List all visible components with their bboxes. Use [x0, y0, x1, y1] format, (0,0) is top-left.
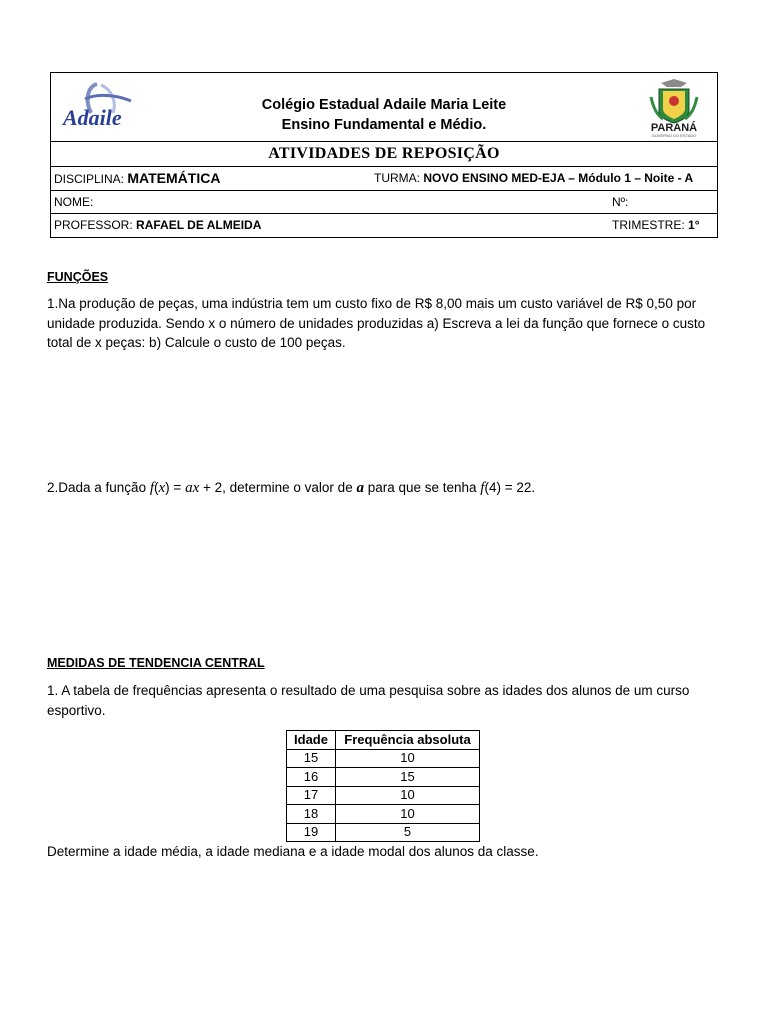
- parana-logo-text: PARANÁ: [650, 122, 698, 134]
- activity-title: ATIVIDADES DE REPOSIÇÃO: [268, 145, 500, 162]
- teacher-value: RAFAEL DE ALMEIDA: [136, 218, 262, 232]
- discipline-label: DISCIPLINA:: [54, 172, 125, 186]
- stats-question-1: 1. A tabela de frequências apresenta o resultado de uma pesquisa sobre as idades dos alunos de um curso esportivo.: [47, 683, 690, 718]
- table-row: [287, 749, 480, 768]
- table-cell-age: 15: [287, 749, 336, 768]
- q2-f1: f: [149, 480, 154, 496]
- table-cell-frequency: 15: [336, 768, 480, 787]
- table-cell-frequency: 10: [336, 805, 480, 824]
- frequency-table: [286, 730, 480, 842]
- table-cell-age: 18: [287, 805, 336, 824]
- header-table: [50, 72, 718, 238]
- stats-section-title: [47, 653, 727, 674]
- discipline-value: MATEMÁTICA: [127, 170, 221, 186]
- q2-plus: + 2, determine o valor de: [199, 480, 357, 495]
- q2-x-open: (: [154, 480, 159, 495]
- table-cell-frequency: 10: [336, 749, 480, 768]
- stats-title: MEDIDAS DE TENDENCIA CENTRAL: [47, 656, 265, 670]
- table-cell-frequency: 5: [336, 823, 480, 842]
- q2-f2: f: [480, 480, 485, 496]
- table-cell-frequency: 10: [336, 786, 480, 805]
- header-school-row: [51, 73, 717, 142]
- q2-x-close: ): [165, 480, 170, 495]
- teacher-cell: [54, 218, 261, 232]
- q2-end: (4) = 22.: [484, 480, 536, 495]
- functions-question-1: 1.Na produção de peças, uma indústria tem um custo fixo de R$ 8,00 mais um custo variável de R$ 0,50 por unidade produzida. Sendo x o número de unidades produzidas a) Escreva a lei da função que fornece o custo total de x peças: b) Calcule o custo de 100 peças.: [47, 296, 706, 350]
- table-row: [287, 805, 480, 824]
- q2-a: a: [356, 480, 364, 496]
- q2-ax: ax: [185, 480, 200, 496]
- q2-eq: =: [169, 480, 186, 495]
- q2-x: x: [158, 480, 166, 496]
- school-level: Ensino Fundamental e Médio.: [281, 117, 487, 133]
- discipline-row: [51, 167, 717, 191]
- table-cell-age: 19: [287, 823, 336, 842]
- school-name: Colégio Estadual Adaile Maria Leite: [261, 97, 507, 113]
- table-header-row: [287, 731, 480, 750]
- table-header-frequency: Frequência absoluta: [336, 731, 480, 750]
- table-row: [287, 768, 480, 787]
- parana-coat-of-arms-logo: [639, 77, 709, 139]
- functions-question-2: [47, 478, 727, 499]
- adaile-logo-text: Adaile: [63, 105, 122, 130]
- discipline-cell: [54, 170, 220, 186]
- school-header-text: [51, 95, 717, 135]
- stats-question-after-table: Determine a idade média, a idade mediana e a idade modal dos alunos da classe.: [47, 844, 539, 859]
- term-value: 1°: [688, 218, 700, 232]
- teacher-label: PROFESSOR:: [54, 218, 133, 232]
- table-row: [287, 823, 480, 842]
- q2-prefix: 2.Dada a função: [47, 480, 150, 495]
- class-cell: [374, 171, 693, 185]
- table-header-age: Idade: [287, 731, 336, 750]
- functions-title: FUNÇÕES: [47, 270, 109, 284]
- activity-title-row: [51, 142, 717, 167]
- functions-section-title: [47, 267, 727, 288]
- q2-mid: para que se tenha: [363, 480, 481, 495]
- parana-logo-subtext: GOVERNO DO ESTADO: [651, 133, 697, 138]
- table-cell-age: 17: [287, 786, 336, 805]
- name-row: [51, 191, 717, 214]
- name-label: NOME:: [54, 195, 94, 209]
- table-cell-age: 16: [287, 768, 336, 787]
- term-label: TRIMESTRE:: [612, 218, 685, 232]
- table-row: [287, 786, 480, 805]
- class-label: TURMA:: [374, 171, 420, 185]
- class-value: NOVO ENSINO MED-EJA – Módulo 1 – Noite - A: [423, 171, 694, 185]
- number-label: Nº:: [612, 195, 629, 209]
- teacher-row: [51, 214, 717, 238]
- term-cell: [612, 218, 700, 232]
